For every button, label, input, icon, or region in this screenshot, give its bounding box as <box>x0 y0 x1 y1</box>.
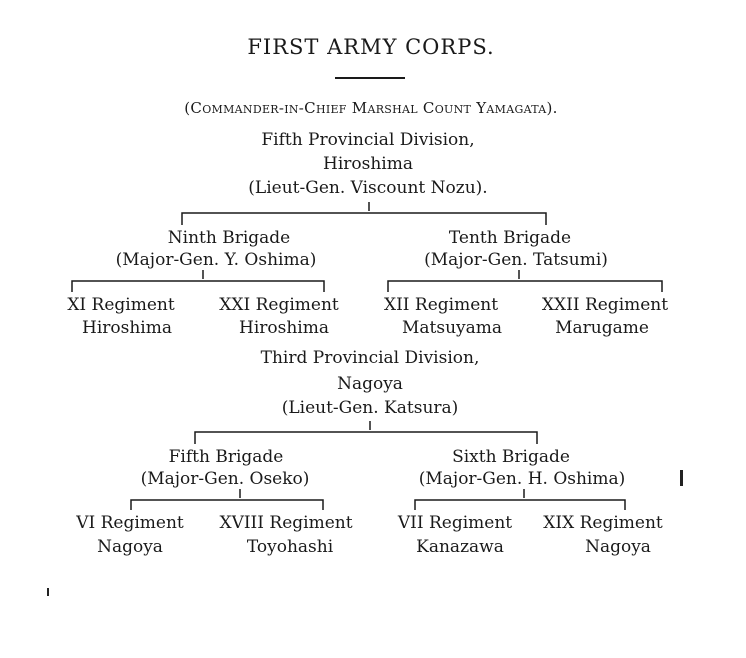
regiment-name: XVIII Regiment <box>219 513 353 533</box>
division-bracket <box>182 213 546 225</box>
brigade-bracket <box>131 500 323 510</box>
brigade-name: Tenth Brigade <box>448 228 572 248</box>
division-place: Nagoya <box>337 374 403 394</box>
brigade-bracket <box>415 500 625 510</box>
division-bracket <box>195 432 537 444</box>
commander-in-chief: (Commander-in-Chief Marshal Count Yamagata). <box>184 99 558 117</box>
regiment-name: VI Regiment <box>76 513 184 533</box>
brigade-commander: (Major-Gen. Oseko) <box>140 469 310 489</box>
division-commander: (Lieut-Gen. Viscount Nozu). <box>248 178 488 198</box>
brigade-commander: (Major-Gen. Y. Oshima) <box>115 250 317 270</box>
regiment-name: VII Regiment <box>397 513 513 533</box>
division-commander: (Lieut-Gen. Katsura) <box>281 398 459 418</box>
regiment-place: Hiroshima <box>239 318 329 338</box>
regiment-place: Toyohashi <box>246 537 334 557</box>
brigade-commander: (Major-Gen. Tatsumi) <box>424 250 608 270</box>
division-name: Third Provincial Division, <box>260 348 480 368</box>
scan-speck <box>680 470 683 486</box>
regiment-name: XXII Regiment <box>541 295 669 315</box>
regiment-place: Nagoya <box>585 537 651 557</box>
page-title: FIRST ARMY CORPS. <box>247 35 495 59</box>
brigade-bracket <box>388 281 662 292</box>
brigade-name: Sixth Brigade <box>452 447 570 467</box>
brigade-commander: (Major-Gen. H. Oshima) <box>418 469 626 489</box>
regiment-place: Hiroshima <box>82 318 172 338</box>
regiment-name: XIX Regiment <box>543 513 663 533</box>
brigade-name: Fifth Brigade <box>168 447 284 467</box>
regiment-place: Kanazawa <box>416 537 504 557</box>
regiment-name: XI Regiment <box>67 295 175 315</box>
brigade-name: Ninth Brigade <box>167 228 291 248</box>
scan-speck <box>47 588 49 596</box>
regiment-place: Marugame <box>555 318 649 338</box>
division-name: Fifth Provincial Division, <box>261 130 475 150</box>
regiment-place: Nagoya <box>97 537 163 557</box>
brigade-bracket <box>72 281 324 292</box>
regiment-name: XXI Regiment <box>219 295 339 315</box>
regiment-place: Matsuyama <box>401 318 503 338</box>
regiment-name: XII Regiment <box>383 295 499 315</box>
division-place: Hiroshima <box>323 154 413 174</box>
